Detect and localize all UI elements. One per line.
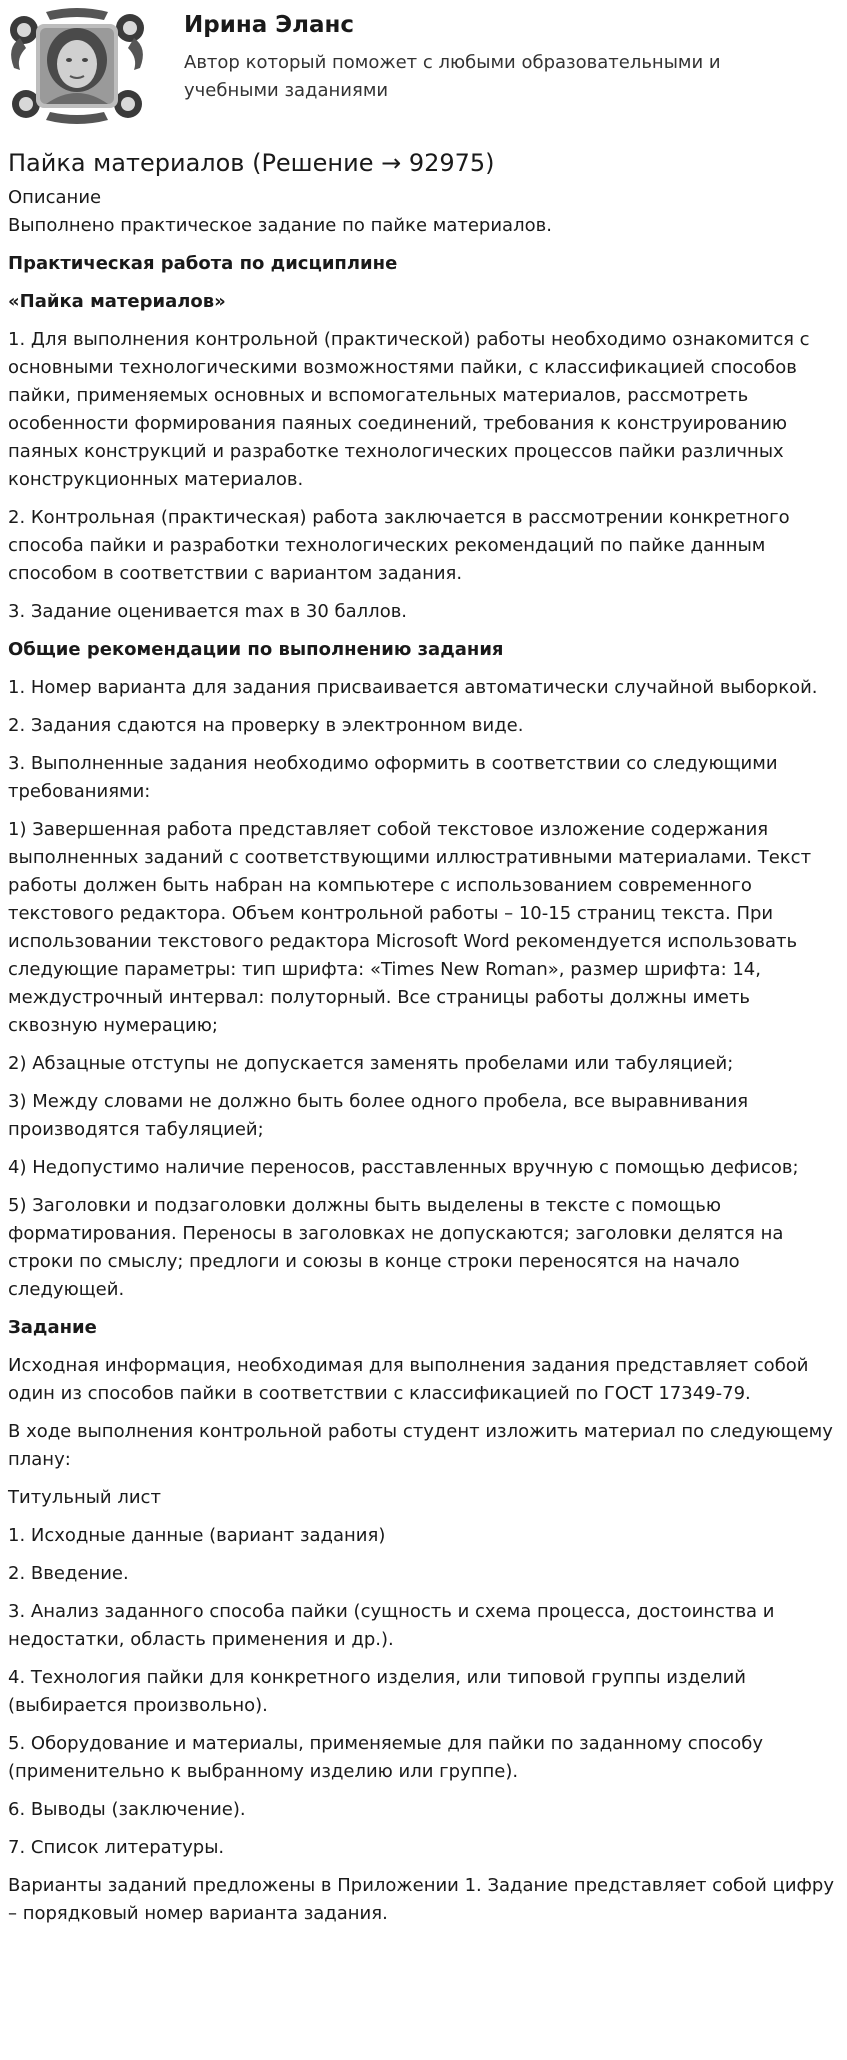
main-content — [8, 146, 840, 1938]
author-name: Ирина Эланс — [184, 12, 355, 38]
paragraph: 2. Задания сдаются на проверку в электронном виде. — [8, 715, 524, 736]
section-heading: Практическая работа по дисциплине — [8, 253, 398, 274]
paragraph: 5. Оборудование и материалы, применяемые для пайки по заданному способу (применительно к выбранному изделию или группе). — [8, 1733, 764, 1782]
author-description: Автор который поможет с любыми образовательными и учебными заданиями — [184, 52, 721, 101]
paragraph: 3. Задание оценивается max в 30 баллов. — [8, 601, 408, 622]
description-body — [8, 212, 840, 1928]
paragraph: Исходная информация, необходимая для выполнения задания представляет собой один из способов пайки в соответствии с классификацией по ГОСТ 17349-79. — [8, 1355, 809, 1404]
paragraph: 3. Анализ заданного способа пайки (сущность и схема процесса, достоинства и недостатки, область применения и др.). — [8, 1601, 775, 1650]
paragraph: 7. Список литературы. — [8, 1837, 225, 1858]
paragraph: 3) Между словами не должно быть более одного пробела, все выравнивания производятся табуляцией; — [8, 1091, 749, 1140]
paragraph: 2) Абзацные отступы не допускается заменять пробелами или табуляцией; — [8, 1053, 734, 1074]
paragraph: Выполнено практическое задание по пайке материалов. — [8, 215, 552, 236]
paragraph: Варианты заданий предложены в Приложении 1. Задание представляет собой цифру – порядковый номер варианта задания. — [8, 1875, 835, 1924]
paragraph: 4. Технология пайки для конкретного изделия, или типовой группы изделий (выбирается произвольно). — [8, 1667, 746, 1716]
author-avatar — [6, 8, 148, 124]
paragraph: 1. Исходные данные (вариант задания) — [8, 1525, 386, 1546]
paragraph: 6. Выводы (заключение). — [8, 1799, 246, 1820]
page-title: Пайка материалов (Решение → 92975) — [8, 149, 495, 177]
section-heading: «Пайка материалов» — [8, 291, 226, 312]
author-block — [0, 0, 847, 140]
paragraph: 5) Заголовки и подзаголовки должны быть выделены в тексте с помощью форматирования. Переносы в заголовках не допускаются; заголовки делятся на строки по смыслу; предлоги и союзы в конце строки переносятся на начало следующей. — [8, 1195, 784, 1300]
paragraph: В ходе выполнения контрольной работы студент изложить материал по следующему плану: — [8, 1421, 833, 1470]
paragraph: 2. Контрольная (практическая) работа заключается в рассмотрении конкретного способа пайки и разработки технологических рекомендаций по пайке данным способом в соответствии с вариантом задания. — [8, 507, 790, 584]
section-heading: Задание — [8, 1317, 97, 1338]
paragraph: Титульный лист — [8, 1487, 161, 1508]
paragraph: 1. Номер варианта для задания присваивается автоматически случайной выборкой. — [8, 677, 818, 698]
paragraph: 2. Введение. — [8, 1563, 129, 1584]
section-heading: Общие рекомендации по выполнению задания — [8, 639, 504, 660]
paragraph: 1) Завершенная работа представляет собой текстовое изложение содержания выполненных заданий с соответствующими иллюстративными материалами. Текст работы должен быть набран на компьютере с использованием современного текстового редактора. Объем контрольной работы – 10-15 страниц текста. При использовании текстового редактора Microsoft Word рекомендуется использовать следующие параметры: тип шрифта: «Times New Roman», размер шрифта: 14, междустрочный интервал: полуторный. Все страницы работы должны иметь сквозную нумерацию; — [8, 819, 812, 1036]
paragraph: 4) Недопустимо наличие переносов, расставленных вручную с помощью дефисов; — [8, 1157, 799, 1178]
paragraph: 1. Для выполнения контрольной (практической) работы необходимо ознакомится с основными технологическими возможностями пайки, с классификацией способов пайки, применяемых основных и вспомогательных материалов, рассмотреть особенности формирования паяных соединений, требования к конструированию паяных конструкций и разработке технологических процессов пайки различных конструкционных материалов. — [8, 329, 810, 490]
paragraph: 3. Выполненные задания необходимо оформить в соответствии со следующими требованиями: — [8, 753, 778, 802]
description-label: Описание — [8, 187, 102, 208]
